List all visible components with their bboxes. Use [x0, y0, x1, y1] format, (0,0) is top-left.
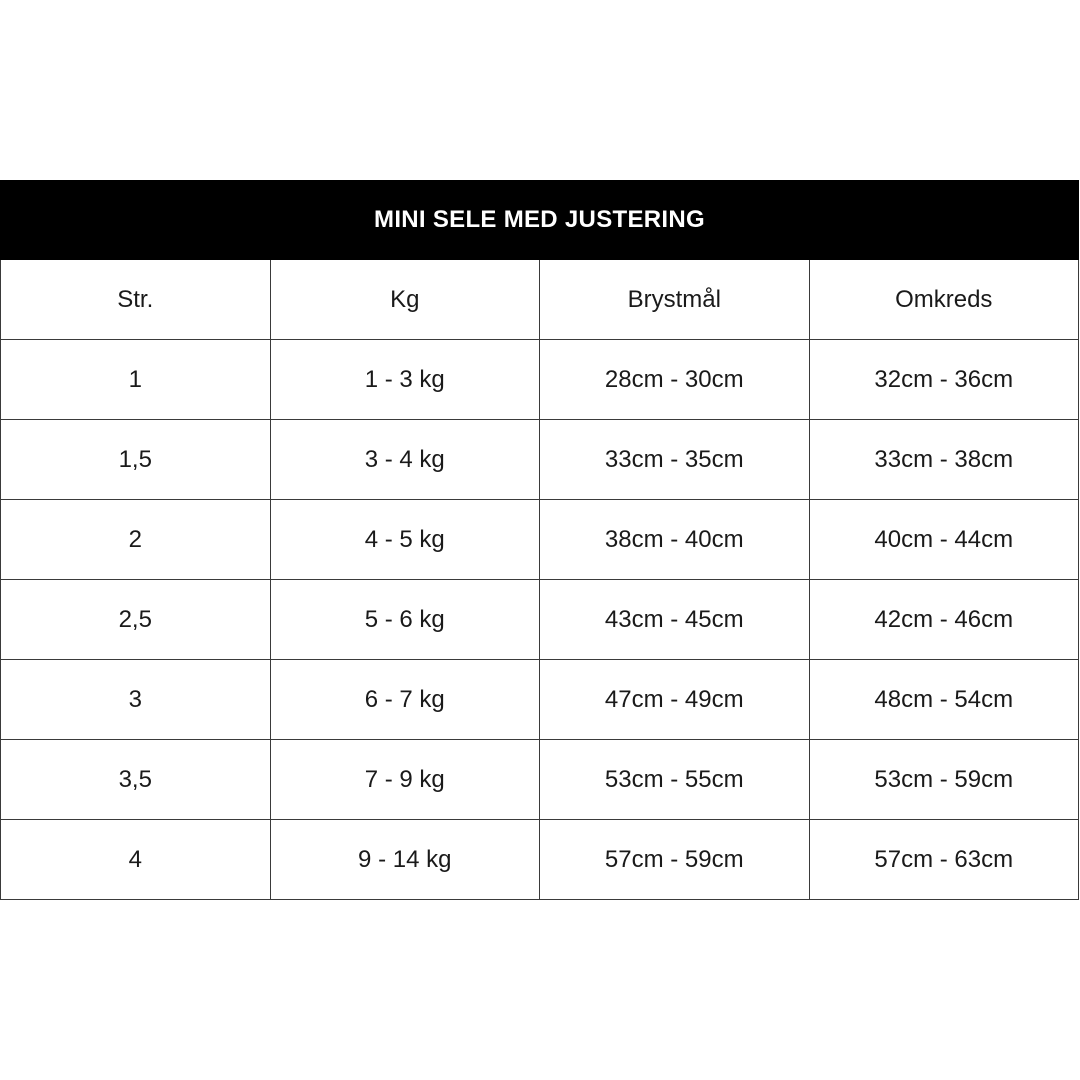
cell-size: 3,5 [1, 740, 271, 820]
header-size: Str. [1, 260, 271, 340]
cell-chest: 53cm - 55cm [540, 740, 810, 820]
table-header-row [1, 260, 1079, 340]
table-row [1, 580, 1079, 660]
cell-circumference: 42cm - 46cm [809, 580, 1079, 660]
cell-size: 1,5 [1, 420, 271, 500]
cell-weight: 6 - 7 kg [270, 660, 540, 740]
cell-chest: 57cm - 59cm [540, 820, 810, 900]
table-row [1, 420, 1079, 500]
cell-circumference: 57cm - 63cm [809, 820, 1079, 900]
cell-size: 1 [1, 340, 271, 420]
cell-size: 4 [1, 820, 271, 900]
header-weight: Kg [270, 260, 540, 340]
header-chest: Brystmål [540, 260, 810, 340]
cell-weight: 3 - 4 kg [270, 420, 540, 500]
cell-chest: 28cm - 30cm [540, 340, 810, 420]
table-row [1, 500, 1079, 580]
cell-chest: 38cm - 40cm [540, 500, 810, 580]
cell-weight: 9 - 14 kg [270, 820, 540, 900]
cell-chest: 43cm - 45cm [540, 580, 810, 660]
cell-circumference: 40cm - 44cm [809, 500, 1079, 580]
cell-circumference: 53cm - 59cm [809, 740, 1079, 820]
cell-weight: 5 - 6 kg [270, 580, 540, 660]
table-row [1, 660, 1079, 740]
cell-weight: 7 - 9 kg [270, 740, 540, 820]
cell-chest: 33cm - 35cm [540, 420, 810, 500]
cell-size: 2 [1, 500, 271, 580]
size-chart-table [0, 180, 1079, 900]
table-row [1, 340, 1079, 420]
cell-weight: 1 - 3 kg [270, 340, 540, 420]
cell-circumference: 33cm - 38cm [809, 420, 1079, 500]
table-title: MINI SELE MED JUSTERING [0, 180, 1079, 260]
cell-size: 2,5 [1, 580, 271, 660]
table-row [1, 820, 1079, 900]
cell-circumference: 48cm - 54cm [809, 660, 1079, 740]
cell-weight: 4 - 5 kg [270, 500, 540, 580]
cell-chest: 47cm - 49cm [540, 660, 810, 740]
header-circumference: Omkreds [809, 260, 1079, 340]
cell-circumference: 32cm - 36cm [809, 340, 1079, 420]
cell-size: 3 [1, 660, 271, 740]
table-row [1, 740, 1079, 820]
